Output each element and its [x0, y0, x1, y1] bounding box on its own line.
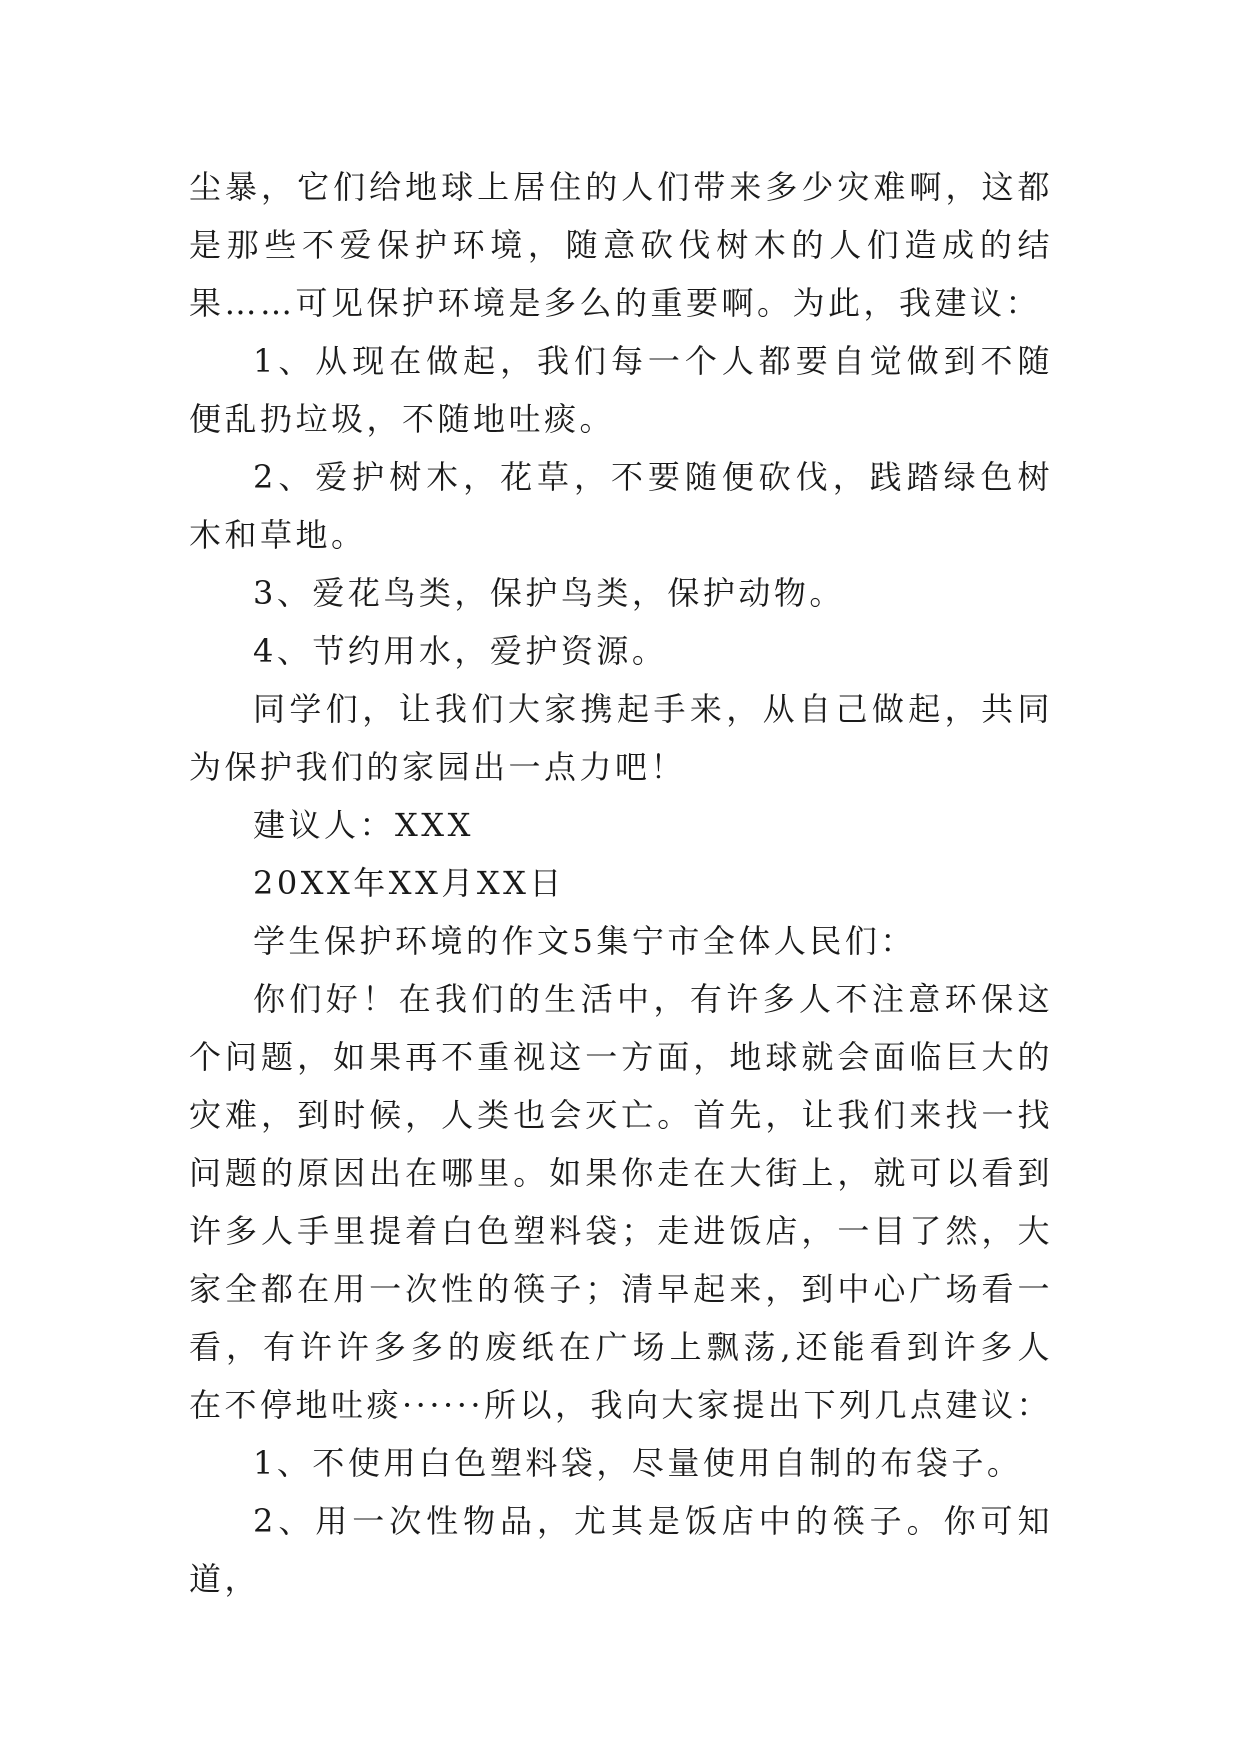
- proposal-item-2: 2、用一次性物品，尤其是饭店中的筷子。你可知道，: [189, 1502, 1053, 1598]
- proposal-item-1: 1、不使用白色塑料袋，尽量使用自制的布袋子。: [253, 1444, 1023, 1482]
- suggestion-item-2: 2、爱护树木，花草，不要随便砍伐，践踏绿色树木和草地。: [189, 458, 1053, 554]
- suggestion-item-1: 1、从现在做起，我们每一个人都要自觉做到不随便乱扔垃圾，不随地吐痰。: [189, 342, 1053, 438]
- signature-author: 建议人：XXX: [253, 806, 474, 844]
- essay-heading: 学生保护环境的作文5集宁市全体人民们：: [253, 922, 916, 960]
- suggestion-item-4: 4、节约用水，爱护资源。: [253, 632, 668, 670]
- paragraph-continuation: 尘暴，它们给地球上居住的人们带来多少灾难啊，这都是那些不爱保护环境，随意砍伐树木的人们造成的结果……可见保护环境是多么的重要啊。为此，我建议：: [189, 168, 1053, 322]
- document-body: [189, 158, 1053, 1608]
- essay-body-paragraph: 你们好！在我们的生活中，有许多人不注意环保这个问题，如果再不重视这一方面，地球就会面临巨大的灾难，到时候，人类也会灭亡。首先，让我们来找一找问题的原因出在哪里。如果你走在大街上，就可以看到许多人手里提着白色塑料袋；走进饭店，一目了然，大家全都在用一次性的筷子；清早起来，到中心广场看一看，有许许多多的废纸在广场上飘荡,还能看到许多人在不停地吐痰······所以，我向大家提出下列几点建议：: [189, 980, 1053, 1424]
- signature-date: 20XX年XX月XX日: [253, 864, 565, 902]
- closing-appeal: 同学们，让我们大家携起手来，从自己做起，共同为保护我们的家园出一点力吧！: [189, 690, 1053, 786]
- suggestion-item-3: 3、爱花鸟类，保护鸟类，保护动物。: [253, 574, 845, 612]
